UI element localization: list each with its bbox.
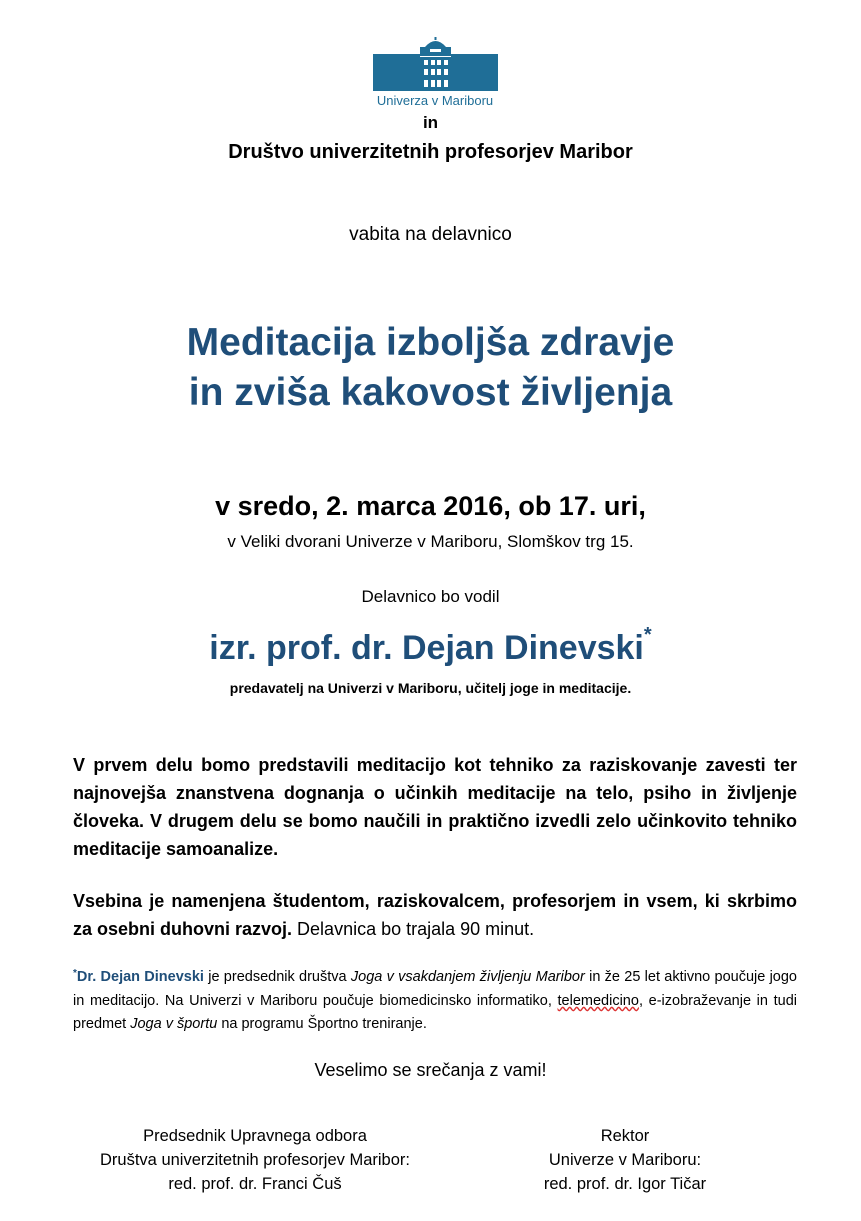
title-line-1: Meditacija izboljša zdravje bbox=[186, 321, 675, 364]
signature-right-org: Univerze v Mariboru: bbox=[548, 1151, 702, 1169]
description-paragraph-1: V prvem delu bomo predstavili meditacijo kot tehniko za raziskovanje zavesti ter najnovejša znanstvena dognanja o učinkih meditacije na telo, psiho in življenje človeka. V drugem delu se bomo naučili in praktično izvedli zelo učinkovito tehniko meditacije samoanalize. bbox=[73, 755, 797, 859]
audience-text: Vsebina je namenjena študentom, raziskovalcem, profesorjem in vsem, ki skrbimo za osebni duhovni razvoj. bbox=[73, 891, 797, 939]
footnote-course: Joga v športu bbox=[130, 1016, 218, 1032]
signature-right bbox=[480, 1124, 770, 1196]
speaker-role: predavatelj na Univerzi v Mariboru, učitelj joge in meditacije. bbox=[229, 680, 632, 696]
footnote-marker: * bbox=[643, 623, 652, 646]
footnote-text-3: , e-izobraževanje in tudi predmet bbox=[73, 993, 797, 1032]
duration-text: Delavnica bo trajala 90 minut. bbox=[292, 919, 535, 939]
footnote-name: Dr. Dejan Dinevski bbox=[76, 969, 204, 985]
footnote-text-4: na programu Športno treniranje. bbox=[217, 1016, 427, 1032]
conjunction-in: in bbox=[422, 113, 439, 132]
event-date-time: v sredo, 2. marca 2016, ob 17. uri, bbox=[215, 491, 646, 521]
event-location: v Veliki dvorani Univerze v Mariboru, Slomškov trg 15. bbox=[227, 532, 634, 551]
speaker-footnote bbox=[73, 966, 797, 1036]
logo-text: Univerza v Mariboru bbox=[376, 93, 494, 108]
footnote-society: Joga v vsakdanjem življenju Maribor bbox=[350, 969, 585, 985]
led-by-label: Delavnico bo vodil bbox=[361, 587, 500, 606]
university-logo bbox=[373, 37, 498, 91]
closing-line: Veselimo se srečanja z vami! bbox=[314, 1060, 547, 1080]
society-name: Društvo univerzitetnih profesorjev Maribor bbox=[228, 141, 633, 163]
workshop-title bbox=[0, 318, 861, 418]
signature-right-title: Rektor bbox=[600, 1127, 650, 1145]
signature-left-org: Društva univerzitetnih profesorjev Maribor: bbox=[100, 1151, 410, 1169]
description-paragraph-2 bbox=[73, 887, 797, 943]
speaker-name bbox=[0, 623, 861, 668]
footnote-marker-ref: * bbox=[73, 968, 77, 979]
footnote-text-2: in že 25 let aktivno poučuje jogo in meditacijo. Na Univerzi v Mariboru poučuje biomedicinsko informatiko, bbox=[73, 969, 797, 1009]
signature-left bbox=[65, 1124, 445, 1196]
signature-right-name: red. prof. dr. Igor Tičar bbox=[543, 1175, 707, 1193]
signature-left-title: Predsednik Upravnega odbora bbox=[143, 1127, 367, 1145]
title-line-2: in zviša kakovost življenja bbox=[188, 371, 673, 414]
speaker-name-text: izr. prof. dr. Dejan Dinevski bbox=[209, 629, 644, 667]
invite-line: vabita na delavnico bbox=[349, 224, 512, 245]
signature-left-name: red. prof. dr. Franci Čuš bbox=[168, 1175, 342, 1193]
footnote-underlined-word: telemedicino bbox=[557, 993, 639, 1009]
footnote-text-1: je predsednik društva bbox=[203, 969, 351, 985]
